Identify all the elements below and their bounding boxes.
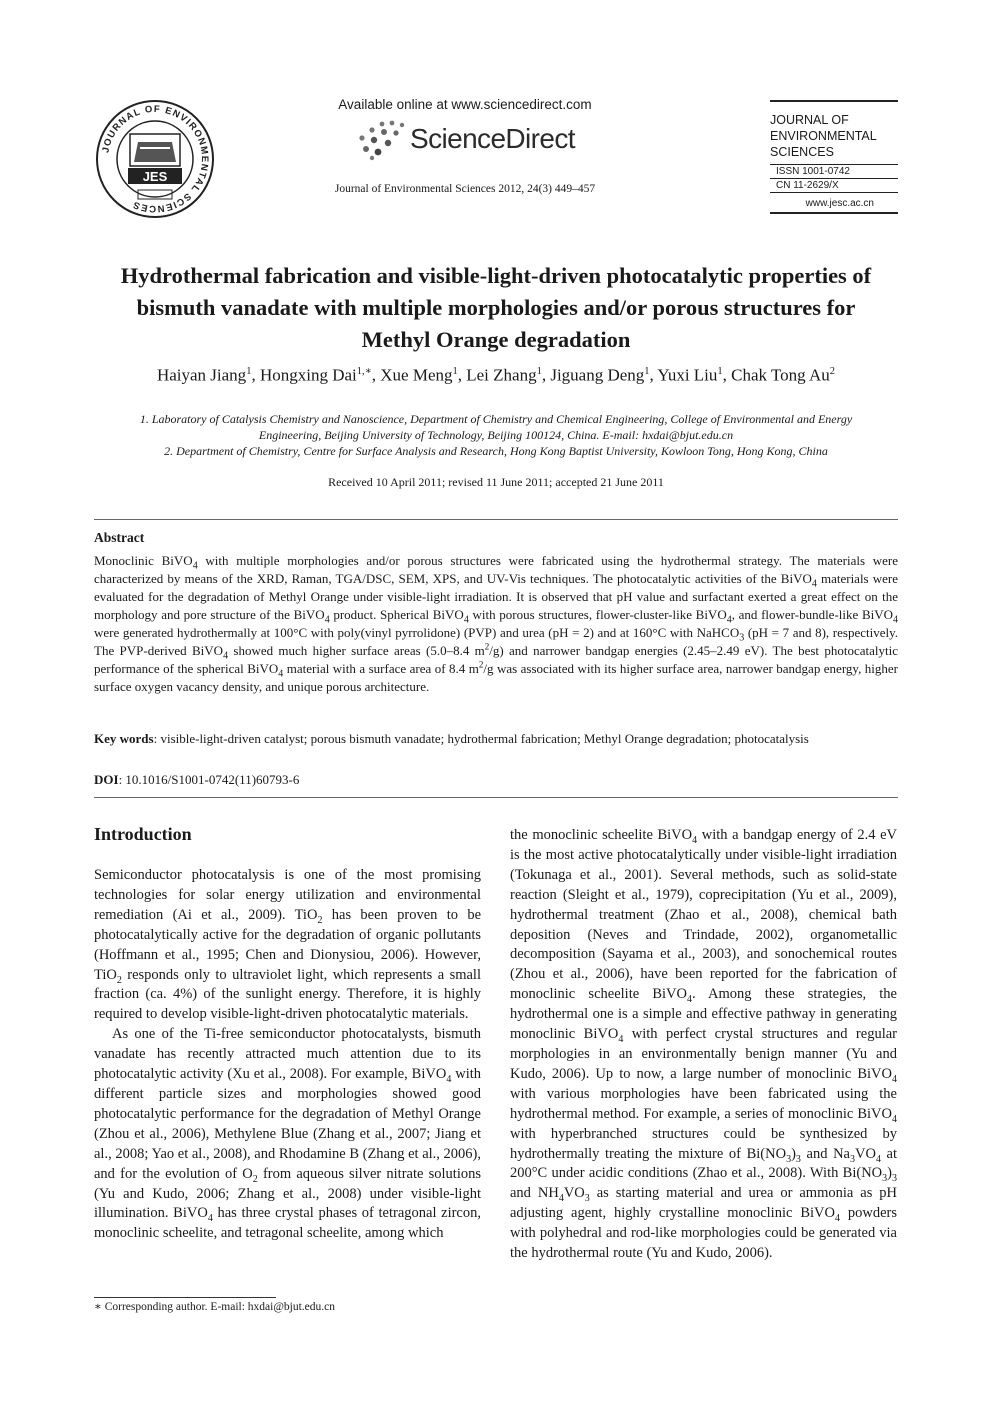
abstract-heading: Abstract xyxy=(94,530,145,545)
issn: ISSN 1001-0742 xyxy=(770,164,898,178)
journal-citation: Journal of Environmental Sciences 2012, 24(3) 449–457 xyxy=(334,183,596,195)
journal-info-box xyxy=(770,100,898,214)
author: Hongxing Dai xyxy=(259,365,357,385)
sciencedirect-dots-icon xyxy=(352,118,412,162)
seal-ring-text: JOURNAL OF ENVIRONMENTAL SCIENCES xyxy=(100,103,211,215)
seal-abbr: JES xyxy=(142,169,168,184)
cn-number: CN 11-2629/X xyxy=(770,178,898,193)
abstract-text: Monoclinic BiVO$_4$ with multiple morphologies and/or porous structures were fabricated using the hydrothermal strategy. The materials were characterized by means of the XRD, Raman, TGA/DSC, SEM, XPS, and UV-Vis techniques. The photocatalytic activities of the BiVO$_4$ materials were evaluated for the degradation of Methyl Orange under visible-light irradiation. It is observed that pH value and surfactant exerted a great effect on the morphology and pore structure of the BiVO$_4$ product. Spherical BiVO$_4$ with porous structures, flower-cluster-like BiVO$_4$, and flower-bundle-like BiVO$_4$ were generated hydrothermally at 100°C with poly(vinyl pyrrolidone) (PVP) and urea (pH = 2) and at 160°C with NaHCO$_3$ (pH = 7 and 8), respectively. The PVP-derived BiVO$_4$ showed much higher surface areas (5.0–8.4 $m^2/g$) and narrower bandgap energies (2.45–2.49 eV). The best photocatalytic performance of the spherical BiVO$_4$ material with a surface area of 8.4 $m^2/g$ was associated with its higher surface area, narrower bandgap energy, higher surface oxygen vacancy density, and unique porous architecture. xyxy=(94,553,899,694)
footnote-corresponding-author: ∗ Corresponding author. E-mail: hxdai@bjut.edu.cn xyxy=(94,1301,336,1313)
divider xyxy=(94,797,898,798)
footnote-rule xyxy=(94,1297,276,1298)
author: Yuxi Liu xyxy=(657,365,718,385)
paragraph: Semiconductor photocatalysis is one of the most promising technologies for solar energy utilization and environmental remediation (Ai et al., 2009). TiO$_2$ has been proven to be photocatalytically active for the degradation of organic pollutants (Hoffmann et al., 1995; Chen and Dionysiou, 2006). However, TiO$_2$ responds only to ultraviolet light, which represents a small fraction (ca. 4%) of the sunlight energy. Therefore, it is highly required to develop visible-light-driven photocatalytic materials. xyxy=(94,867,481,1023)
sciencedirect-wordmark: ScienceDirect xyxy=(410,123,575,154)
available-online: Available online at www.sciencedirect.com xyxy=(338,97,592,112)
author: Chak Tong Au xyxy=(731,365,830,385)
keywords: Key words: visible-light-driven catalyst; porous bismuth vanadate; hydrothermal fabrication; Methyl Orange degradation; photocatalysis xyxy=(94,731,809,746)
author-list: Haiyan Jiang$^1$, Hongxing Dai$^{1,∗}$, Xue Meng$^1$, Lei Zhang$^1$, Jiguang Deng$^1$, Yuxi Liu$^1$, Chak Tong Au$^2$ xyxy=(156,365,836,385)
body-column-right xyxy=(510,826,897,1264)
author: Haiyan Jiang xyxy=(156,365,247,385)
body-column-left xyxy=(94,866,481,1244)
author: Jiguang Deng xyxy=(550,365,645,385)
section-heading-introduction: Introduction xyxy=(94,824,192,844)
received-dates: Received 10 April 2011; revised 11 June 2011; accepted 21 June 2011 xyxy=(328,475,664,489)
author: Xue Meng xyxy=(380,365,453,385)
journal-website: www.jesc.ac.cn xyxy=(805,198,874,209)
affiliations: 1. Laboratory of Catalysis Chemistry and Nanoscience, Department of Chemistry and Chemical Engineering, College of Environmental and Energy Engineering, Beijing University of Technology, Beijing 100124, China. E-mail: hxdai@bjut.edu.cn 2. Department of Chemistry, Centre for Surface Analysis and Research, Hong Kong Baptist University, Kowloon Tong, Hong Kong, China xyxy=(139,412,853,458)
journal-name: JOURNAL OF ENVIRONMENTAL SCIENCES xyxy=(770,113,877,159)
divider xyxy=(94,519,898,520)
journal-seal-logo xyxy=(94,98,216,220)
sciencedirect-logo xyxy=(352,118,592,162)
doi: DOI: 10.1016/S1001-0742(11)60793-6 xyxy=(94,772,300,787)
article-title: Hydrothermal fabrication and visible-light-driven photocatalytic properties of bismuth vanadate with multiple morphologies and/or porous structures for Methyl Orange degradation xyxy=(120,263,872,352)
author: Lei Zhang xyxy=(466,365,537,385)
paragraph: the monoclinic scheelite BiVO$_4$ with a bandgap energy of 2.4 eV is the most active photocatalytically under visible-light irradiation (Tokunaga et al., 2001). Several methods, such as solid-state reaction (Sleight et al., 1979), coprecipitation (Yu et al., 2009), hydrothermal treatment (Zhao et al., 2008), chemical bath deposition (Neves and Trindade, 2002), organometallic decomposition (Sayama et al., 2003), and sonochemical routes (Zhou et al., 2006), have been reported for the fabrication of monoclinic scheelite BiVO$_4$. Among these strategies, the hydrothermal one is a simple and effective pathway in generating monoclinic BiVO$_4$ with perfect crystal structures and regular morphologies in an environmentally benign manner (Yu and Kudo, 2006). Up to now, a large number of monoclinic BiVO$_4$ with various morphologies have been fabricated using the hydrothermal method. For example, a series of monoclinic BiVO$_4$ with hyperbranched structures could be synthesized by hydrothermally treating the mixture of $Bi(NO_3)_3$ and $Na_3VO_4$ at 200°C under acidic conditions (Zhao et al., 2008). With $Bi(NO_3)_3$ and $NH_4VO_3$ as starting material and urea or ammonia as pH adjusting agent, highly crystalline monoclinic BiVO$_4$ powders with polyhedral and rod-like morphologies could be generated via the hydrothermal route (Yu and Kudo, 2006). xyxy=(510,827,898,1262)
paragraph: As one of the Ti-free semiconductor photocatalysts, bismuth vanadate has recently attracted much attention due to its photocatalytic activity (Xu et al., 2008). For example, BiVO$_4$ with different particle sizes and morphologies showed good photocatalytic performance for the degradation of Methyl Orange (Zhou et al., 2006), Methylene Blue (Zhang et al., 2007; Jiang et al., 2008; Yao et al., 2008), and Rhodamine B (Zhang et al., 2006), and for the evolution of $O_2$ from aqueous silver nitrate solutions (Yu and Kudo, 2006; Zhang et al., 2008) under visible-light illumination. BiVO$_4$ has three crystal phases of tetragonal zircon, monoclinic scheelite, and tetragonal scheelite, among which xyxy=(94,1026,482,1242)
